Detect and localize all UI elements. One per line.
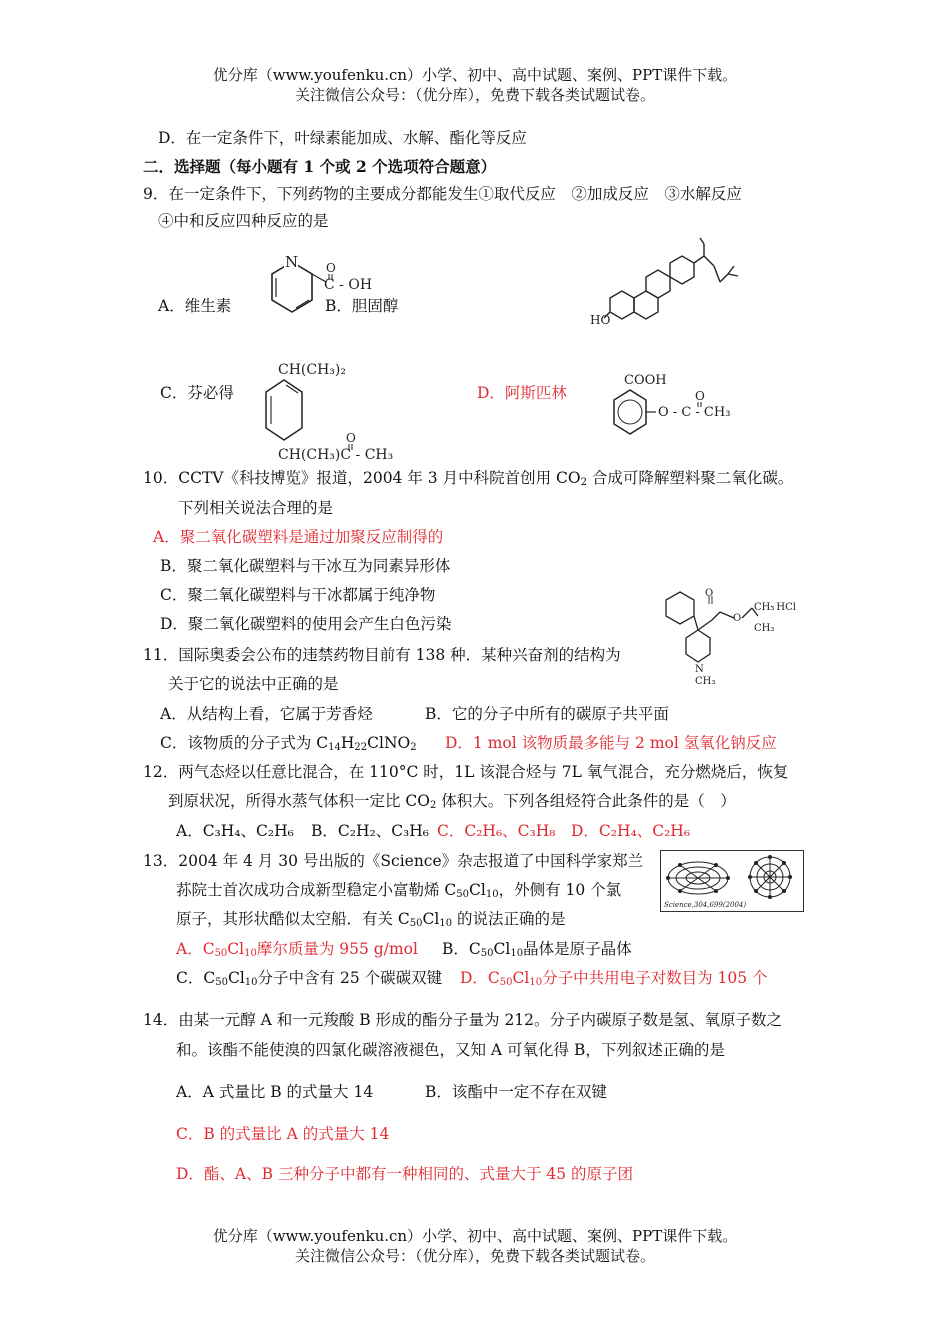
q14-option-a: A．A 式量比 B 的式量大 14 <box>176 1083 374 1101</box>
footer-line-2: 关注微信公众号：（优分库），免费下载各类试题试卷。 <box>294 1247 655 1265</box>
structure-11-hcl: · HCl <box>770 602 796 613</box>
structure-stimulant <box>660 588 800 688</box>
q12-option-b: B．C₂H₂、C₃H₆ <box>311 822 429 840</box>
structure-d-top: COOH <box>624 373 667 388</box>
structure-a-o: O <box>326 261 336 275</box>
structure-11-o1: O <box>705 588 714 599</box>
q13-option-d: D．$C_{50}Cl_{10}$分子中共用电子对数目为 105 个 <box>460 969 768 988</box>
q11-option-a: A．从结构上看，它属于芳香烃 <box>160 705 373 723</box>
q9-stem-line1: 9．在一定条件下，下列药物的主要成分都能发生①取代反应 ②加成反应 ③水解反应 <box>143 185 742 203</box>
q10-option-a: A．聚二氧化碳塑料是通过加聚反应制得的 <box>153 528 444 546</box>
q13-stem-line3: 原子，其形状酷似太空船．有关 $C_{50}Cl_{10}$ 的说法正确的是 <box>176 910 566 929</box>
structure-a-n: N <box>285 253 299 271</box>
q10-option-b: B．聚二氧化碳塑料与干冰互为同素异形体 <box>160 557 451 575</box>
q9-option-c: C．芬必得 <box>160 384 234 402</box>
q12-stem-line1: 12．两气态烃以任意比混合，在 110°C 时，1L 该混合烃与 7L 氧气混合，充分燃烧后，恢复 <box>143 763 789 781</box>
q14-option-c: C．B 的式量比 A 的式量大 14 <box>176 1125 390 1143</box>
header-line-2: 关注微信公众号：（优分库），免费下载各类试题试卷。 <box>294 86 655 104</box>
section-title: 二．选择题（每小题有 1 个或 2 个选项符合题意） <box>143 157 497 176</box>
q13-option-c: C．$C_{50}Cl_{10}$分子中含有 25 个碳碳双键 <box>176 969 443 988</box>
structure-a-group: C - OH <box>324 277 373 293</box>
structure-11-ch3a: CH₃ <box>754 602 775 613</box>
structure-c-o: O <box>346 431 356 445</box>
q10-option-c: C．聚二氧化碳塑料与干冰都属于纯净物 <box>160 586 436 604</box>
q9-option-a: A．维生素 <box>158 297 232 315</box>
header-line-1: 优分库（www.youfenku.cn）小学、初中、高中试题、案例、PPT课件下载。 <box>212 66 738 84</box>
q11-option-b: B．它的分子中所有的碳原子共平面 <box>425 705 669 723</box>
q14-option-b: B．该酯中一定不存在双键 <box>425 1083 607 1101</box>
fullerene-caption: Science,304,699(2004) <box>664 901 747 909</box>
structure-11-o2: O <box>733 613 742 624</box>
q13-option-b: B．$C_{50}Cl_{10}$晶体是原子晶体 <box>442 940 632 959</box>
structure-d-o: O <box>695 389 705 403</box>
structure-c-top: CH(CH₃)₂ <box>278 362 346 378</box>
q13-stem-line2: 荪院士首次成功合成新型稳定小富勒烯 $C_{50}Cl_{10}$，外侧有 10 个氯 <box>176 881 622 900</box>
q14-stem-line2: 和。该酯不能使溴的四氯化碳溶液褪色，又知 A 可氧化得 B，下列叙述正确的是 <box>176 1041 725 1059</box>
q8-option-d: D．在一定条件下，叶绿素能加成、水解、酯化等反应 <box>158 129 527 147</box>
q12-option-a: A．C₃H₄、C₂H₆ <box>176 822 294 840</box>
q9-option-d: D．阿斯匹林 <box>477 384 567 402</box>
q10-stem-line2: 下列相关说法合理的是 <box>178 499 334 517</box>
structure-11-n: N <box>695 664 704 675</box>
fullerene-image <box>660 850 804 912</box>
q14-option-d: D．酯、A、B 三种分子中都有一种相同的、式量大于 45 的原子团 <box>176 1165 634 1183</box>
structure-b-ho: HO <box>590 313 611 327</box>
structure-d-side: O - C - CH₃ <box>658 405 731 420</box>
structure-11-ch3n: CH₃ <box>695 676 716 687</box>
q11-option-c: C．该物质的分子式为 $C_{14}H_{22}ClNO_2$ <box>160 734 417 753</box>
q9-stem-line2: ④中和反应四种反应的是 <box>158 212 329 230</box>
structure-c-bottom: CH(CH₃)C - CH₃ <box>278 447 394 463</box>
structure-aspirin <box>604 370 754 452</box>
structure-vitamin <box>262 252 382 332</box>
q13-stem-line1: 13．2004 年 4 月 30 号出版的《Science》杂志报道了中国科学家郑兰 <box>143 852 644 870</box>
q11-stem-line2: 关于它的说法中正确的是 <box>168 675 339 693</box>
q10-option-d: D．聚二氧化碳塑料的使用会产生白色污染 <box>160 615 452 633</box>
structure-fenbid <box>256 358 416 466</box>
q12-stem-line2: 到原状况，所得水蒸气体积一定比 $CO_2$ 体积大。下列各组烃符合此条件的是（ ） <box>168 792 736 811</box>
q14-stem-line1: 14．由某一元醇 A 和一元羧酸 B 形成的酯分子量为 212。分子内碳原子数是氢、氧原子数之 <box>143 1011 783 1029</box>
q11-option-d: D．1 mol 该物质最多能与 2 mol 氢氧化钠反应 <box>445 734 777 752</box>
q9-option-b: B．胆固醇 <box>325 297 399 315</box>
q11-stem-line1: 11．国际奥委会公布的违禁药物目前有 138 种．某种兴奋剂的结构为 <box>143 646 621 664</box>
q13-option-a: A．$C_{50}Cl_{10}$摩尔质量为 955 g/mol <box>176 940 418 959</box>
structure-cholesterol <box>588 236 738 332</box>
q12-option-c: C．C₂H₆、C₃H₈ <box>437 822 556 840</box>
q12-option-d: D．C₂H₄、C₂H₆ <box>571 822 691 840</box>
footer-line-1: 优分库（www.youfenku.cn）小学、初中、高中试题、案例、PPT课件下载。 <box>212 1227 738 1245</box>
q10-stem-line1: 10．CCTV《科技博览》报道，2004 年 3 月中科院首创用 $CO_2$ 合成可降解塑料聚二氧化碳。 <box>143 469 794 488</box>
structure-11-ch3b: CH₃ <box>754 623 775 634</box>
